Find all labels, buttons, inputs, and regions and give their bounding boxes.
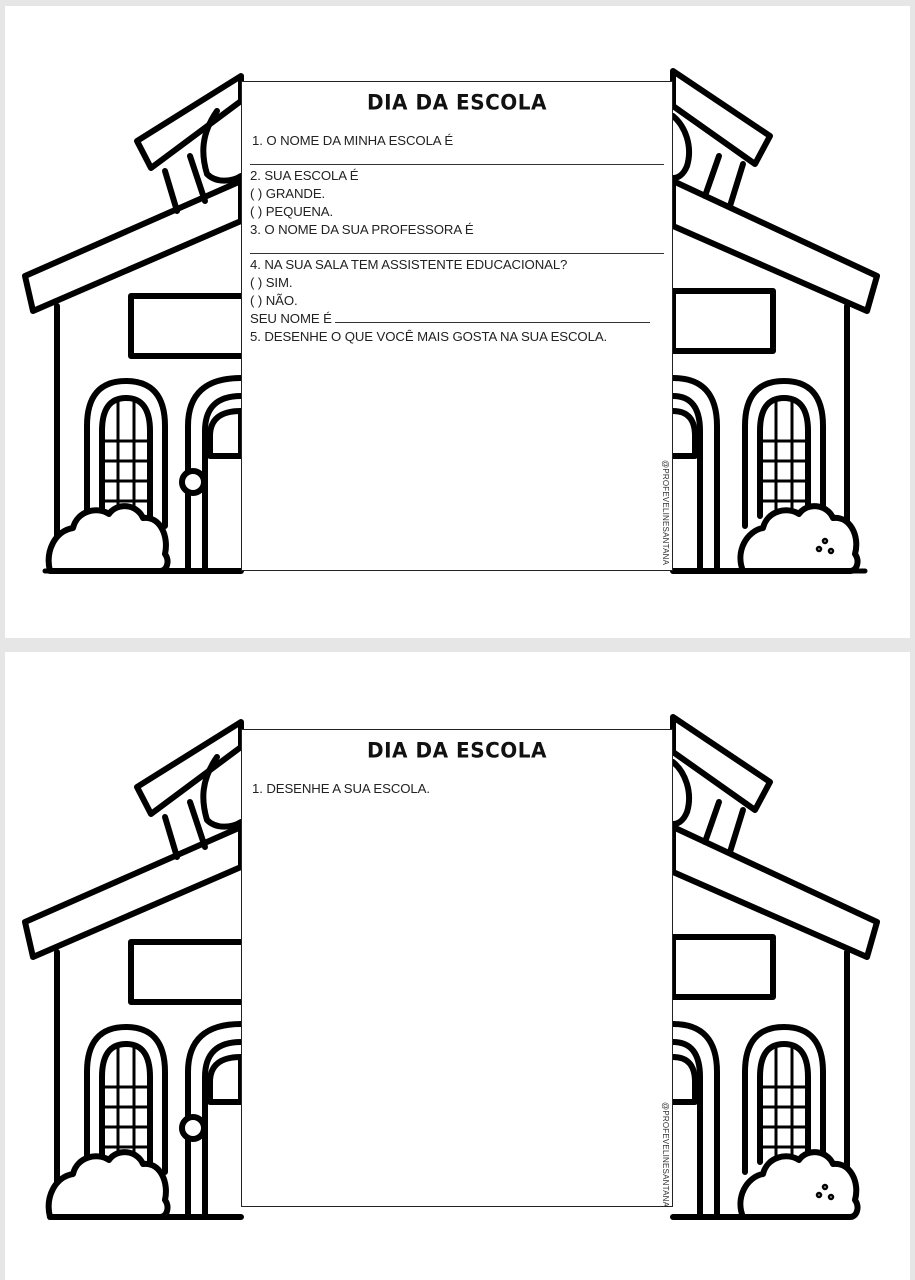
question-4: 4. NA SUA SALA TEM ASSISTENTE EDUCACIONAL? (250, 257, 568, 272)
assistant-name-row (250, 310, 664, 328)
author-watermark: @PROFEVELINESANTANA (661, 460, 670, 566)
option-nao[interactable]: ( ) NÃO. (250, 293, 298, 308)
question-card (241, 729, 673, 1207)
author-watermark: @PROFEVELINESANTANA (661, 1102, 670, 1208)
question-5: 5. DESENHE O QUE VOCÊ MAIS GOSTA NA SUA ESCOLA. (250, 329, 608, 344)
question-3: 3. O NOME DA SUA PROFESSORA É (250, 222, 474, 237)
question-2: 2. SUA ESCOLA É (250, 168, 359, 183)
worksheet-page-2 (5, 652, 910, 1280)
option-grande[interactable]: ( ) GRANDE. (250, 186, 326, 201)
question-card (241, 81, 673, 571)
option-sim[interactable]: ( ) SIM. (250, 275, 293, 290)
answer-line-3[interactable] (250, 239, 664, 254)
worksheet-title: DIA DA ESCOLA (367, 737, 547, 763)
worksheet-page-1 (5, 6, 910, 638)
question-list (250, 132, 664, 346)
question-1: 1. O NOME DA MINHA ESCOLA É (252, 133, 454, 148)
answer-line-1[interactable] (250, 150, 664, 165)
worksheet-title: DIA DA ESCOLA (367, 89, 547, 115)
question-list (250, 780, 664, 798)
option-pequena[interactable]: ( ) PEQUENA. (250, 204, 334, 219)
assistant-name-label: SEU NOME É (250, 311, 332, 326)
question-1: 1. DESENHE A SUA ESCOLA. (252, 781, 430, 796)
assistant-name-line[interactable] (335, 310, 650, 323)
